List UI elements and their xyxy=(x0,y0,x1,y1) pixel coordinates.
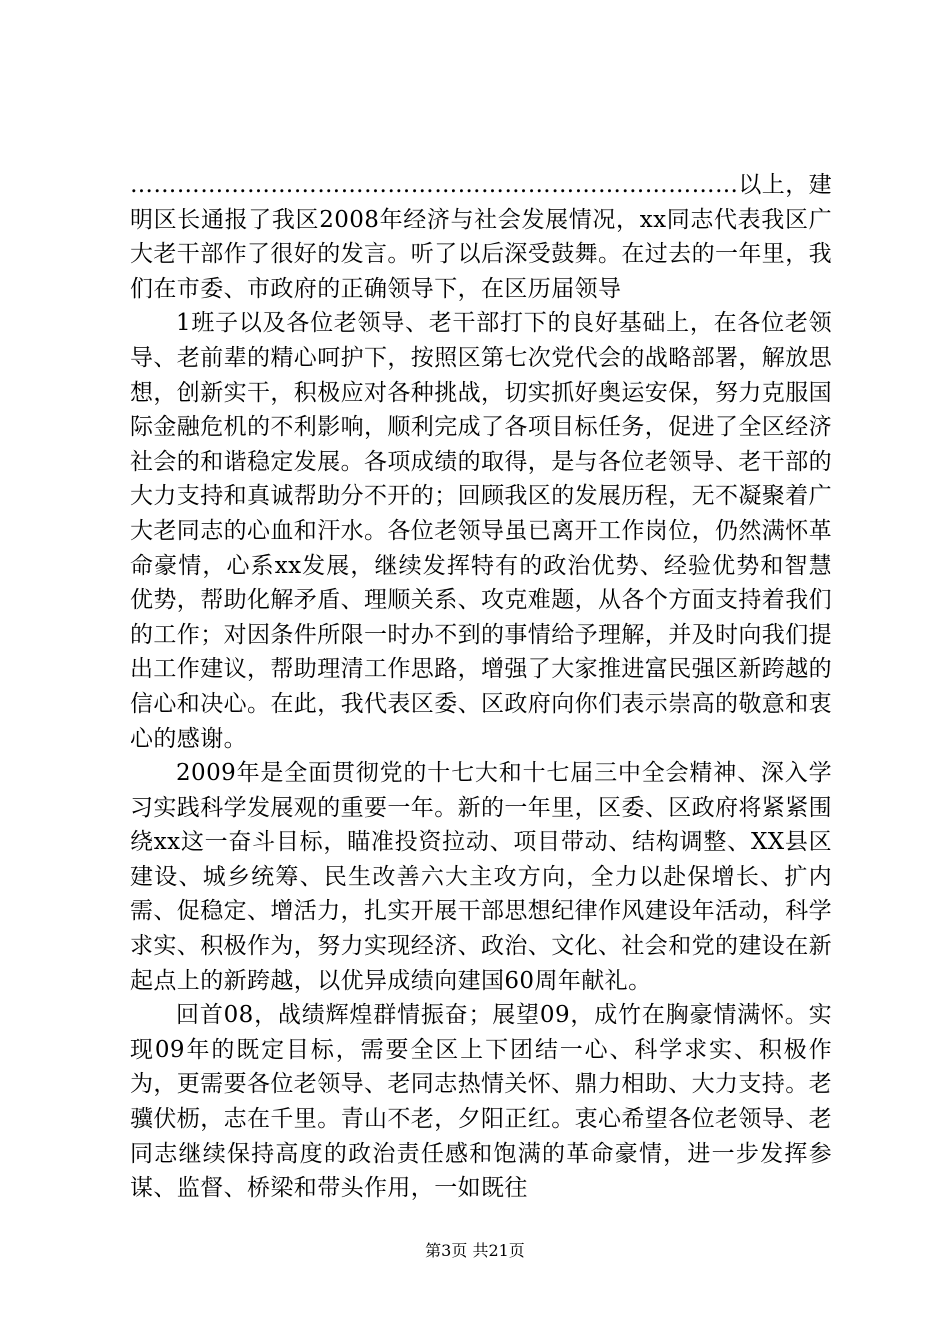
paragraph-1: ……………………………………………………………………以上，建明区长通报了我区2008年经济与社会发展情况，xx同志代表我区广大老干部作了很好的发言。听了以后深受鼓舞。在过去的一年里，我们在市委、市政府的正确领导下，在区历届领导 xyxy=(130,172,832,302)
paragraph-4: 回首08，战绩辉煌群情振奋；展望09，成竹在胸豪情满怀。实现09年的既定目标，需要全区上下团结一心、科学求实、积极作为，更需要各位老领导、老同志热情关怀、鼎力相助、大力支持。老骥伏枥，志在千里。青山不老，夕阳正红。衷心希望各位老领导、老同志继续保持高度的政治责任感和饱满的革命豪情，进一步发挥参谋、监督、桥梁和带头作用，一如既往 xyxy=(130,1002,832,1202)
document-body xyxy=(130,168,832,1206)
paragraph-2: 1班子以及各位老领导、老干部打下的良好基础上，在各位老领导、老前辈的精心呵护下，按照区第七次党代会的战略部署，解放思想，创新实干，积极应对各种挑战，切实抓好奥运安保，努力克服国际金融危机的不利影响，顺利完成了各项目标任务，促进了全区经济社会的和谐稳定发展。各项成绩的取得，是与各位老领导、老干部的大力支持和真诚帮助分不开的；回顾我区的发展历程，无不凝聚着广大老同志的心血和汗水。各位老领导虽已离开工作岗位，仍然满怀革命豪情，心系xx发展，继续发挥特有的政治优势、经验优势和智慧优势，帮助化解矛盾、理顺关系、攻克难题，从各个方面支持着我们的工作；对因条件所限一时办不到的事情给予理解，并及时向我们提出工作建议，帮助理清工作思路，增强了大家推进富民强区新跨越的信心和决心。在此，我代表区委、区政府向你们表示崇高的敬意和衷心的感谢。 xyxy=(130,310,832,752)
paragraph-3: 2009年是全面贯彻党的十七大和十七届三中全会精神、深入学习实践科学发展观的重要一年。新的一年里，区委、区政府将紧紧围绕xx这一奋斗目标，瞄准投资拉动、项目带动、结构调整、XX县区建设、城乡统筹、民生改善六大主攻方向，全力以赴保增长、扩内需、促稳定、增活力，扎实开展干部思想纪律作风建设年活动，科学求实、积极作为，努力实现经济、政治、文化、社会和党的建设在新起点上的新跨越，以优异成绩向建国60周年献礼。 xyxy=(130,760,832,994)
page-footer: 第3页 共21页 xyxy=(425,1241,525,1260)
